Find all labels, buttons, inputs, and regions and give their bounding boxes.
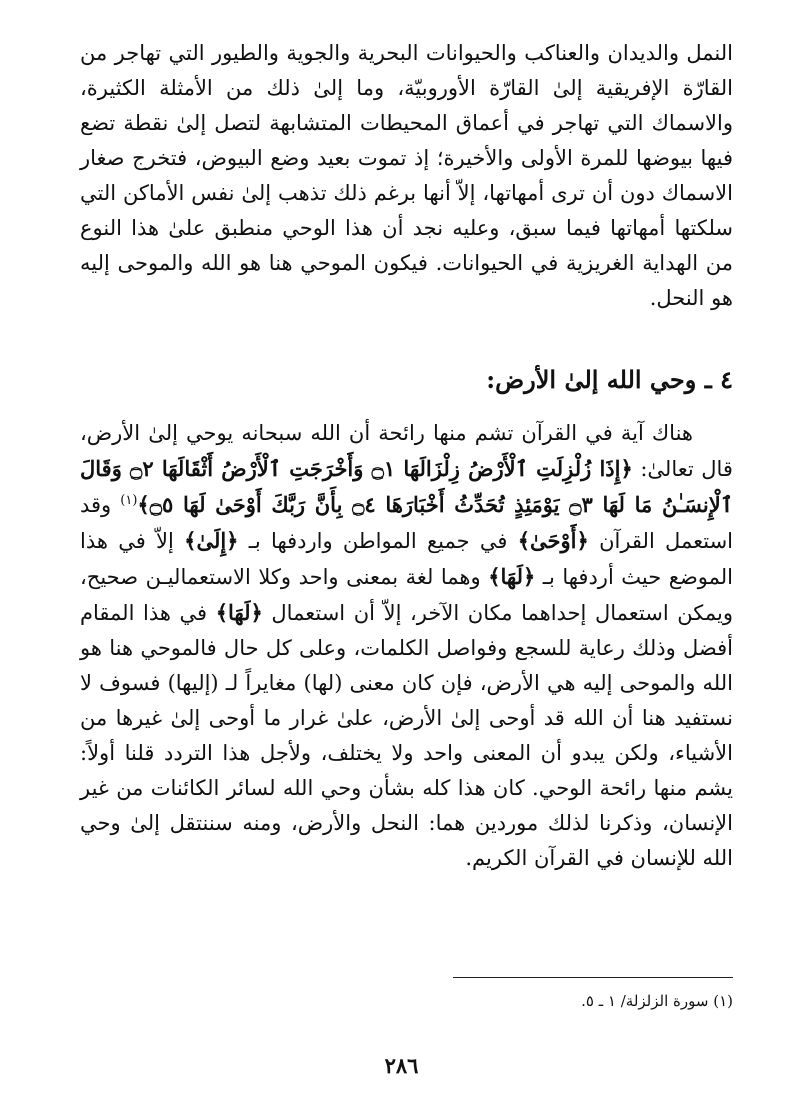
body-text-a: وقد استعمل القرآن	[80, 493, 734, 553]
footnote-divider	[453, 977, 733, 978]
body-text-b: في جميع المواطن واردفها بـ	[238, 529, 518, 553]
quran-word-ila: ﴿إِلَىٰ﴾	[184, 528, 239, 553]
section-heading-revelation-to-earth: ٤ ـ وحي الله إلىٰ الأرض:	[486, 365, 733, 394]
body-text-d: وهما لغة بمعنى واحد وكلا الاستعماليـن صحيح، ويمكن استعمال إحداهما مكان الآخر، إلاّ أن استعمال	[80, 565, 733, 625]
footnote-reference: (١)	[120, 493, 138, 508]
quran-word-awha: ﴿أَوْحَىٰ﴾	[517, 528, 589, 553]
paragraph-animal-instinct: النمل والديدان والعناكب والحيوانات البحرية والجوية والطيور التي تهاجر من القارّة الإفريقية إلىٰ القارّة الأوروبيّة، وما إلىٰ ذلك من الأمثلة الكثيرة، والاسماك التي تهاجر في أعماق المحيطات المتشابهة لتصل إلىٰ نقطة تضع فيها بيوضها للمرة الأولى والأخيرة؛ إذ تموت بعيد وضع البيوض، فتخرج صغار الاسماك دون أن ترى أمهاتها، إلاّ أنها برغم ذلك تذهب إلىٰ نفس الأماكن التي سلكتها أمهاتها فيما سبق، وعليه نجد أن هذا الوحي منطبق علىٰ هذا النوع من الهداية الغريزية في الحيوانات. فيكون الموحي هنا هو الله والموحى إليه هو النحل.	[80, 41, 733, 310]
footnote: (١) سورة الزلزلة/ ١ ـ ٥.	[581, 992, 733, 1010]
quran-word-laha-second: ﴿لَهَا﴾	[215, 600, 263, 625]
quran-verse-zalzala: ﴿إِذَا زُلْزِلَتِ ٱلْأَرْضُ زِلْزَالَهَا ۝١ وَأَخْرَجَتِ ٱلْأَرْضُ أَثْقَالَهَا ۝٢ وَقَالَ ٱلْإِنسَـٰنُ مَا لَهَا ۝٣ يَوْمَئِذٍ تُحَدِّثُ أَخْبَارَهَا ۝٤ بِأَنَّ رَبَّكَ أَوْحَىٰ لَهَا ۝٥﴾	[80, 456, 734, 517]
intro-text: هناك آية في القرآن تشم منها رائحة أن الله سبحانه يوحي إلىٰ الأرض، قال تعالىٰ:	[80, 421, 733, 481]
body-text-c: إلاّ في هذا الموضع حيث أردفها بـ	[80, 529, 733, 589]
paragraph-revelation-to-earth	[80, 416, 733, 876]
body-text-e: في هذا المقام أفضل وذلك رعاية للسجع وفواصل الكلمات، وعلى كل حال فالموحي هنا هو الله والموحى إليه هي الأرض، فإن كان معنى (لها) مغايراً لـ (إليها) فسوف لا نستفيد هنا أن الله قد أوحى إلىٰ الأرض، علىٰ غرار ما أوحى إلىٰ غيرها من الأشياء، ولكن يبدو أن المعنى واحد ولا يختلف، ولأجل هذا التردد قلنا أولاً: يشم منها رائحة الوحي. كان هذا كله بشأن وحي الله لسائر الكائنات من غير الإنسان، وذكرنا لذلك موردين هما: النحل والأرض، ومنه سننتقل إلىٰ وحي الله للإنسان في القرآن الكريم.	[80, 601, 733, 870]
quran-word-laha: ﴿لَهَا﴾	[488, 564, 536, 589]
page-number: ٢٨٦	[384, 1053, 419, 1078]
